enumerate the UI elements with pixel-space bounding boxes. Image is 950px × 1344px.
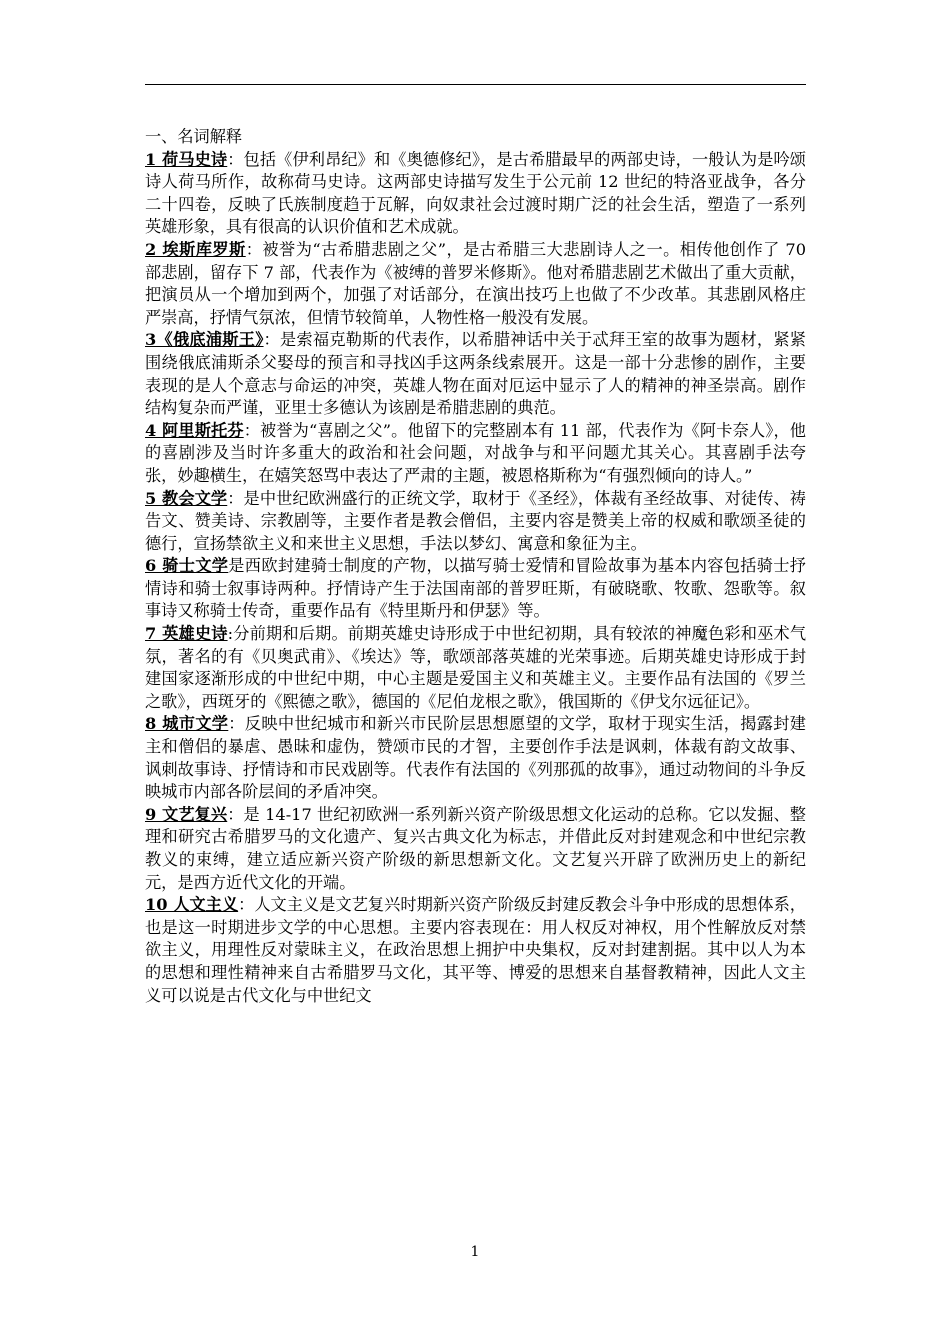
entry-text: ：包括《伊利昂纪》和《奥德修纪》，是古希腊最早的两部史诗，一般认为是吟颂诗人荷马所作，故称荷马史诗。这两部史诗描写发生于公元前 12 世纪的特洛亚战争，各分二十四卷，反映了氏族制度趋于瓦解，向奴隶社会过渡时期广泛的社会生活，塑造了一系列英雄形象，具有很高的认识价值和艺术成就。 <box>145 149 806 237</box>
entry-8 <box>145 713 806 803</box>
entry-6 <box>145 555 806 623</box>
entry-term: 4 阿里斯托芬 <box>145 420 244 440</box>
entry-term: 1 荷马史诗 <box>145 149 228 169</box>
entry-text: ：是 14-17 世纪初欧洲一系列新兴资产阶级思想文化运动的总称。它以发掘、整理和研究古希腊罗马的文化遗产、复兴古典文化为标志，并借此反对封建观念和中世纪宗教教义的束缚，建立适应新兴资产阶级的新思想新文化。文艺复兴开辟了欧洲历史上的新纪元，是西方近代文化的开端。 <box>145 804 806 892</box>
entry-term: 9 文艺复兴 <box>145 804 228 824</box>
page-number: 1 <box>470 1244 480 1260</box>
header-rule <box>145 84 806 85</box>
entry-1 <box>145 149 806 239</box>
entry-term: 2 埃斯库罗斯 <box>145 239 246 259</box>
entry-2 <box>145 239 806 329</box>
entry-4 <box>145 420 806 488</box>
entry-term: 8 城市文学 <box>145 714 229 734</box>
entry-text: ：人文主义是文艺复兴时期新兴资产阶级反封建反教会斗争中形成的思想体系，也是这一时期进步文学的中心思想。主要内容表现在：用人权反对神权，用个性解放反对禁欲主义，用理性反对蒙昧主义，在政治思想上拥护中央集权，反对封建割据。其中以人为本的思想和理性精神来自古希腊罗马文化，其平等、博爱的思想来自基督教精神，因此人文主义可以说是古代文化与中世纪文 <box>145 895 806 1005</box>
entry-text: :分前期和后期。前期英雄史诗形成于中世纪初期，具有较浓的神魔色彩和巫术气氛，著名的有《贝奥武甫》、《埃达》等，歌颂部落英雄的光荣事迹。后期英雄史诗形成于封建国家逐渐形成的中世纪中期，中心主题是爱国主义和英雄主义。主要作品有法国的《罗兰之歌》，西斑牙的《熙德之歌》，德国的《尼伯龙根之歌》，俄国斯的《伊戈尔远征记》。 <box>145 624 807 711</box>
entry-term: 5 教会文学 <box>145 488 228 508</box>
section-title: 一、名词解释 <box>145 127 243 146</box>
entry-term: 7 英雄史诗 <box>145 624 228 644</box>
entry-term: 3《俄底浦斯王》 <box>145 330 264 350</box>
entry-text: 是西欧封建骑士制度的产物，以描写骑士爱情和冒险故事为基本内容包括骑士抒情诗和骑士叙事诗两种。抒情诗产生于法国南部的普罗旺斯，有破晓歌、牧歌、怨歌等。叙事诗又称骑士传奇，重要作品有《特里斯丹和伊瑟》等。 <box>145 556 806 621</box>
entry-text: ：反映中世纪城市和新兴市民阶层思想愿望的文学，取材于现实生活，揭露封建主和僧侣的暴虐、愚昧和虚伪，赞颂市民的才智，主要创作手法是讽刺，体裁有韵文故事、讽刺故事诗、抒情诗和市民戏剧等。代表作有法国的《列那孤的故事》，通过动物间的斗争反映城市内部各阶层间的矛盾冲突。 <box>145 714 806 802</box>
entry-3 <box>145 329 806 419</box>
entry-term: 10 人文主义 <box>145 895 239 915</box>
entry-text: ：是中世纪欧洲盛行的正统文学，取材于《圣经》，体裁有圣经故事、对徒传、祷告文、赞美诗、宗教剧等，主要作者是教会僧侣，主要内容是赞美上帝的权威和歌颂圣徒的德行，宣扬禁欲主义和来世主义思想，手法以梦幻、寓意和象征为主。 <box>145 488 806 553</box>
entry-5 <box>145 488 806 556</box>
entry-10 <box>145 894 806 1007</box>
entry-term: 6 骑士文学 <box>145 556 229 576</box>
entry-7 <box>145 623 806 713</box>
entry-9 <box>145 804 806 894</box>
entry-text: ：被誉为“喜剧之父”。他留下的完整剧本有 11 部，代表作为《阿卡奈人》，他的喜剧涉及当时许多重大的政治和社会问题，对战争与和平问题尤其关心。其喜剧手法夸张，妙趣横生，在嬉笑怒骂中表达了严肃的主题，被恩格斯称为“有强烈倾向的诗人。” <box>145 420 806 485</box>
document-body <box>145 126 806 1007</box>
entry-text: ：是索福克勒斯的代表作，以希腊神话中关于忒拜王室的故事为题材，紧紧围绕俄底浦斯杀父娶母的预言和寻找凶手这两条线索展开。这是一部十分悲惨的剧作，主要表现的是人个意志与命运的冲突，英雄人物在面对厄运中显示了人的精神的神圣崇高。剧作结构复杂而严谨，亚里士多德认为该剧是希腊悲剧的典范。 <box>145 330 806 418</box>
entry-text: ：被誉为“古希腊悲剧之父”，是古希腊三大悲剧诗人之一。相传他创作了 70 部悲剧，留存下 7 部，代表作为《被缚的普罗米修斯》。他对希腊悲剧艺术做出了重大贡献，把演员从一个增加到两个，加强了对话部分，在演出技巧上也做了不少改革。其悲剧风格庄严崇高，抒情气氛浓，但情节较简单，人物性格一般没有发展。 <box>145 239 806 327</box>
